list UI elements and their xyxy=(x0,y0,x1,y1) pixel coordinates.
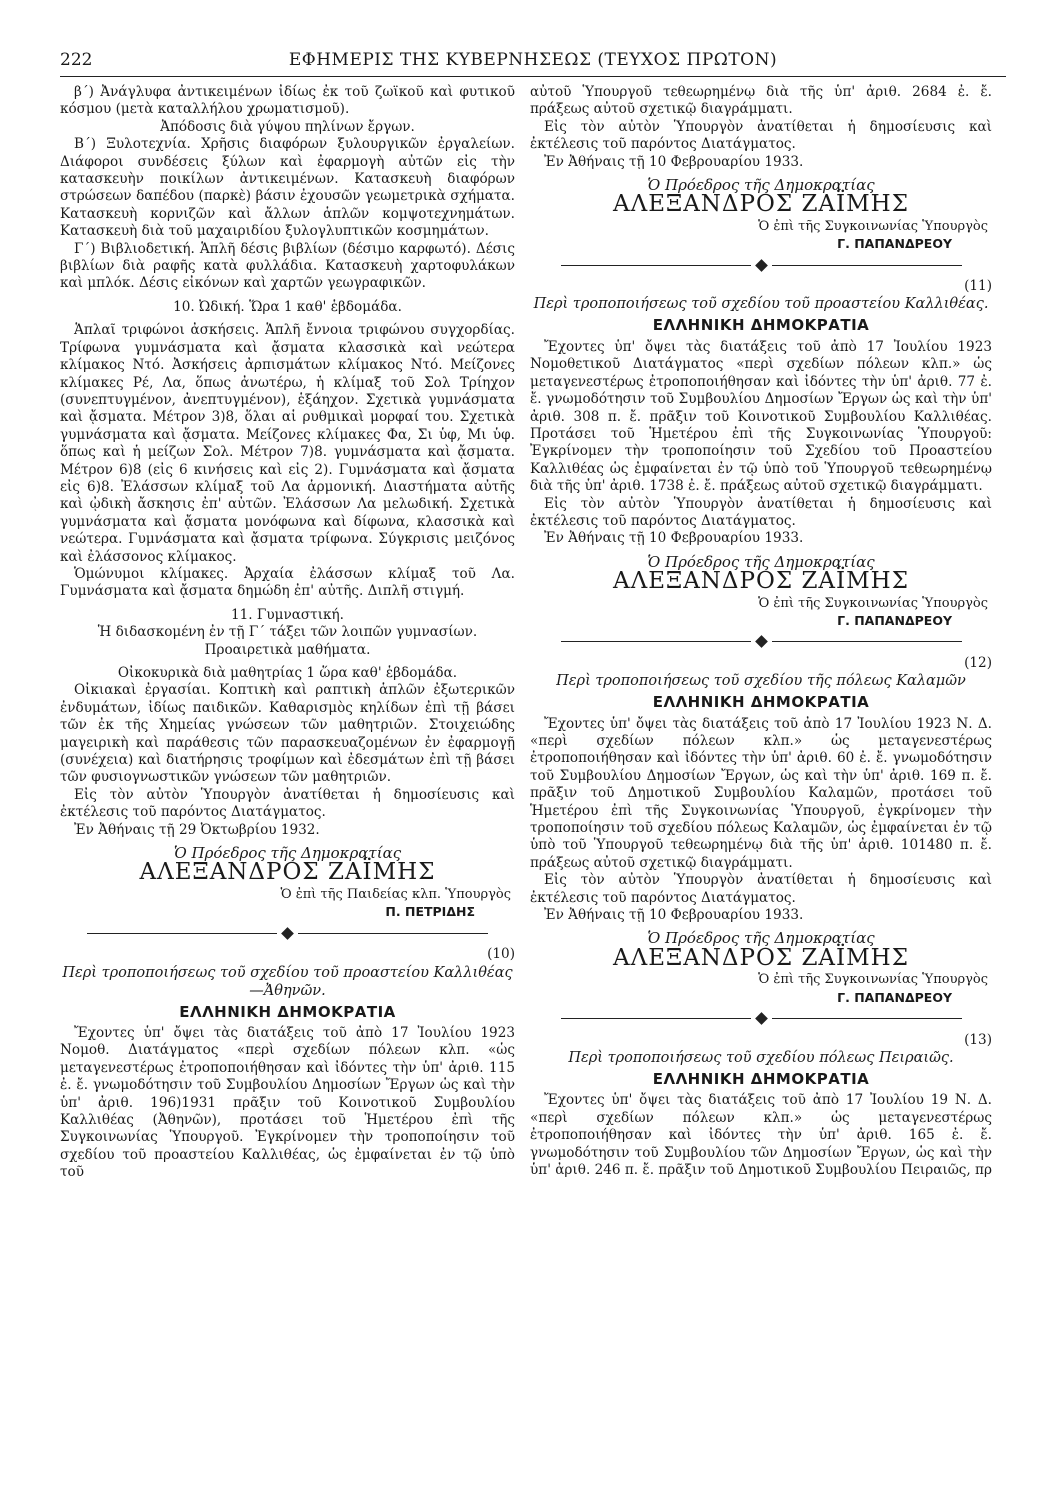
separator-ornament xyxy=(530,1010,992,1027)
president-name: ΑΛΕΞΑΝΔΡΟΣ ΖΑΪΜΗΣ xyxy=(613,191,909,218)
president-label: Ὁ Πρόεδρος τῆς Δημοκρατίας xyxy=(647,929,875,948)
separator-ornament xyxy=(530,633,992,650)
paragraph: αὐτοῦ Ὑπουργοῦ τεθεωρημένῳ διὰ τῆς ὑπ' ἀριθ. 2684 ἐ. ἔ. πράξεως αὐτοῦ σχετικῷ διαγράμματι. xyxy=(530,84,992,118)
decree-date: Ἐν Ἀθήναις τῇ 10 Φεβρουαρίου 1933. xyxy=(544,530,804,547)
president-label: Ὁ Πρόεδρος τῆς Δημοκρατίας xyxy=(647,552,875,571)
separator-ornament xyxy=(530,257,992,274)
page-header xyxy=(60,50,1006,74)
left-column xyxy=(60,84,515,1182)
republic-heading: ΕΛΛΗΝΙΚΗ ΔΗΜΟΚΡΑΤΙΑ xyxy=(652,1069,870,1088)
decree-title: Περὶ τροποποιήσεως τοῦ σχεδίου τοῦ προαστείου Καλλιθέας—Ἀθηνῶν. xyxy=(62,964,513,999)
republic-heading: ΕΛΛΗΝΙΚΗ ΔΗΜΟΚΡΑΤΙΑ xyxy=(652,316,870,335)
section-heading: 11. Γυμναστική. xyxy=(230,606,344,623)
paragraph: Οἰκιακαὶ ἐργασίαι. Κοπτικὴ καὶ ραπτικὴ ἁπλῶν ἐξωτερικῶν ἐνδυμάτων, ἰδίως παιδικῶν. Καθαρισμὸς κηλίδων ἐπὶ τῇ βάσει τῶν ἐκ τῆς Χημείας γνώσεων τῶν μαθητριῶν. Στοιχειώδης μαγειρικὴ καὶ παράθεσις τῶν παρασκευαζομένων ἐν ἐφαρμογῇ (συνέχεια) καὶ διατήρησις τροφίμων καὶ ἐδεσμάτων ἐπὶ τῇ βάσει τῶν φυσιογνωστικῶν γνώσεων τῶν μαθητριῶν. xyxy=(60,682,515,786)
right-column xyxy=(530,84,992,1179)
minister-name: Π. ΠΕΤΡΙΔΗΣ xyxy=(385,904,475,920)
minister-name: Γ. ΠΑΠΑΝΔΡΕΟΥ xyxy=(837,236,952,252)
president-name: ΑΛΕΞΑΝΔΡΟΣ ΖΑΪΜΗΣ xyxy=(613,568,909,595)
page-number: 222 xyxy=(60,50,93,70)
decree-body: Ἔχοντες ὑπ' ὄψει τὰς διατάξεις τοῦ ἀπὸ 17 Ἰουλίου 1923 Ν. Δ. «περὶ σχεδίων πόλεων κλπ.» ὡς μεταγενεστέρως ἐτροποποιήθησαν καὶ ἰδόντες τὴν ὑπ' ἀριθ. 60 ἐ. ἔ. γνωμοδότησιν τοῦ Συμβουλίου Δημοσίων Ἔργων, ὡς καὶ τὴν ὑπ' ἀριθ. 169 π. ἔ. πρᾶξιν τοῦ Δημοτικοῦ Συμβουλίου Καλαμῶν, προτάσει τοῦ Ἡμετέρου ἐπὶ τῆς Συγκοινωνίας Ὑπουργοῦ, ἐγκρίνομεν τὴν τροποποίησιν τοῦ σχεδίου πόλεως Καλαμῶν, ὡς ἐμφαίνεται ἐν τῷ ὑπὸ τοῦ Ὑπουργοῦ τεθεωρημένῳ διὰ τῆς ὑπ' ἀριθ. 101480 π. ἔ. πράξεως αὐτοῦ σχετικῷ διαγράμματι. xyxy=(530,715,992,871)
gazette-title: ΕΦΗΜΕΡΙΣ ΤΗΣ ΚΥΒΕΡΝΗΣΕΩΣ (ΤΕΥΧΟΣ ΠΡΩΤΟΝ) xyxy=(288,50,778,70)
decree-date: Ἐν Ἀθήναις τῇ 29 Ὀκτωβρίου 1932. xyxy=(74,821,320,838)
republic-heading: ΕΛΛΗΝΙΚΗ ΔΗΜΟΚΡΑΤΙΑ xyxy=(179,1002,396,1021)
decree-body: Ἔχοντες ὑπ' ὄψει τὰς διατάξεις τοῦ ἀπὸ 17 Ἰουλίου 19 Ν. Δ. «περὶ σχεδίων πόλεων κλπ.» ὡς μεταγενεστέρως ἐτροποποιήθησαν καὶ ἰδόντες τὴν ὑπ' ἀριθ. 165 ἐ. ἔ. γνωμοδότησιν τοῦ Συμβουλίου τῶν Δημοσίων Ἔργων, ὡς καὶ τὴν ὑπ' ἀριθ. 246 π. ἔ. πρᾶξιν τοῦ Δημοτικοῦ Συμβουλίου Πειραιῶς, πρ xyxy=(530,1092,992,1178)
decree-date: Ἐν Ἀθήναις τῇ 10 Φεβρουαρίου 1933. xyxy=(544,153,804,170)
decree-title: Περὶ τροποποιήσεως τοῦ σχεδίου πόλεως Πειραιῶς. xyxy=(568,1049,954,1066)
centered-line: Προαιρετικὰ μαθήματα. xyxy=(204,641,371,658)
paragraph: Β΄) Ξυλοτεχνία. Χρῆσις διαφόρων ξυλουργικῶν ἐργαλείων. Διάφοροι συνδέσεις ξύλων καὶ ἐφαρμογὴ αὐτῶν εἰς τὴν κατασκευὴν ποικίλων ἀντικειμένων. Κατασκευὴ διαφόρων στρώσεων δαπέδου (παρκὲ) βάσιν ἐχουσῶν γεωμετρικὰ σχήματα. Κατασκευὴ κορνιζῶν καὶ ἄλλων ἁπλῶν κομψοτεχνημάτων. Κατασκευὴ διὰ τοῦ μαχαιριδίου ξυλογλυπτικῶν κοσμημάτων. xyxy=(60,136,515,240)
minister-name: Γ. ΠΑΠΑΝΔΡΕΟΥ xyxy=(837,989,952,1005)
minister-name: Γ. ΠΑΠΑΝΔΡΕΟΥ xyxy=(837,612,952,628)
decree-number: (10) xyxy=(487,946,515,963)
centered-line: Οἰκοκυρικὰ διὰ μαθητρίας 1 ὥρα καθ' ἑβδομάδα. xyxy=(117,665,458,681)
decree-title: Περὶ τροποποιήσεως τοῦ σχεδίου τοῦ προαστείου Καλλιθέας. xyxy=(533,296,989,313)
decree-body: Ἔχοντες ὑπ' ὄψει τὰς διατάξεις τοῦ ἀπὸ 17 Ἰουλίου 1923 Νομοθετικοῦ Διατάγματος «περὶ σχεδίων πόλεων κλπ.» ὡς μεταγενεστέρως ἐτροποποιήθησαν καὶ ἰδόντες τὴν ὑπ' ἀριθ. 77 ἐ. ἔ. γνωμοδότησιν τοῦ Συμβουλίου Δημοσίων Ἔργων ὡς καὶ τὴν ὑπ' ἀριθ. 308 π. ἔ. πρᾶξιν τοῦ Κοινοτικοῦ Συμβουλίου Καλλιθέας. Προτάσει τοῦ Ἡμετέρου ἐπὶ τῆς Συγκοινωνίας Ὑπουργοῦ: Ἐγκρίνομεν τὴν τροποποίησιν τοῦ Σχεδίου τοῦ Προαστείου Καλλιθέας ὡς ἐμφαίνεται ἐν τῷ ὑπὸ τοῦ Ὑπουργοῦ τεθεωρημένῳ διὰ τῆς ὑπ' ἀριθ. 1738 ἐ. ἔ. πράξεως αὐτοῦ σχετικῷ διαγράμματι. xyxy=(530,338,992,495)
decree-body: Ἔχοντες ὑπ' ὄψει τὰς διατάξεις τοῦ ἀπὸ 17 Ἰουλίου 1923 Νομοθ. Διατάγματος «περὶ σχεδίων πόλεων κλπ. «ὡς μεταγενεστέρως ἐτροποποιήθησαν καὶ ἰδόντες τὴν ὑπ' ἀριθ. 115 ἐ. ἔ. γνωμοδότησιν τοῦ Συμβουλίου Δημοσίων Ἔργων ὡς καὶ τὴν ὑπ' ἀριθ. 196)1931 πρᾶξιν τοῦ Κοινοτικοῦ Συμβουλίου Καλλιθέας (Ἀθηνῶν), προτάσει τοῦ Ἡμετέρου ἐπὶ τῆς Συγκοινωνίας Ὑπουργοῦ. Ἐγκρίνομεν τὴν τροποποίησιν τοῦ σχεδίου τοῦ προαστείου Καλλιθέας, ὡς ἐμφαίνεται ἐν τῷ ὑπὸ τοῦ xyxy=(60,1024,515,1181)
president-label: Ὁ Πρόεδρος τῆς Δημοκρατίας xyxy=(647,176,875,195)
centered-line: Ἡ διδασκομένη ἐν τῇ Γ΄ τάξει τῶν λοιπῶν γυμνασίων. xyxy=(97,624,478,641)
decree-number: (11) xyxy=(964,278,992,295)
republic-heading: ΕΛΛΗΝΙΚΗ ΔΗΜΟΚΡΑΤΙΑ xyxy=(652,693,870,712)
minister-label: Ὁ ἐπὶ τῆς Παιδείας κλπ. Ὑπουργὸς xyxy=(280,886,511,902)
section-heading: 10. Ὠδική. Ὥρα 1 καθ' ἑβδομάδα. xyxy=(173,298,402,315)
decree-number: (12) xyxy=(964,654,992,671)
header-rule xyxy=(60,76,1006,77)
president-name: ΑΛΕΞΑΝΔΡΟΣ ΖΑΪΜΗΣ xyxy=(613,944,909,971)
paragraph: Εἰς τὸν αὐτὸν Ὑπουργὸν ἀνατίθεται ἡ δημοσίευσις καὶ ἐκτέλεσις τοῦ παρόντος Διατάγματος. xyxy=(530,118,992,153)
centered-line: Ἀπόδοσις διὰ γύψου πηλίνων ἔργων. xyxy=(160,118,415,135)
separator-ornament xyxy=(60,925,515,942)
minister-label: Ὁ ἐπὶ τῆς Συγκοινωνίας Ὑπουργὸς xyxy=(758,972,988,988)
decree-number: (13) xyxy=(964,1031,992,1048)
minister-label: Ὁ ἐπὶ τῆς Συγκοινωνίας Ὑπουργὸς xyxy=(758,218,988,234)
minister-label: Ὁ ἐπὶ τῆς Συγκοινωνίας Ὑπουργὸς xyxy=(758,595,988,611)
president-name: ΑΛΕΞΑΝΔΡΟΣ ΖΑΪΜΗΣ xyxy=(139,859,436,886)
paragraph: Εἰς τὸν αὐτὸν Ὑπουργὸν ἀνατίθεται ἡ δημοσίευσις καὶ ἐκτέλεσις τοῦ παρόντος Διατάγματος. xyxy=(60,786,515,821)
decree-execution: Εἰς τὸν αὐτὸν Ὑπουργὸν ἀνατίθεται ἡ δημοσίευσις καὶ ἐκτέλεσις τοῦ παρόντος Διατάγματος. xyxy=(530,495,992,529)
paragraph: β΄) Ἀνάγλυφα ἀντικειμένων ἰδίως ἐκ τοῦ ζωϊκοῦ καὶ φυτικοῦ κόσμου (μετὰ καταλλήλου χρωματισμοῦ). xyxy=(60,84,515,118)
president-label: Ὁ Πρόεδρος τῆς Δημοκρατίας xyxy=(173,844,402,863)
decree-date: Ἐν Ἀθήναις τῇ 10 Φεβρουαρίου 1933. xyxy=(544,907,804,924)
paragraph: Ἁπλαῖ τριφώνοι ἀσκήσεις. Ἁπλῆ ἔννοια τριφώνου συγχορδίας. Τρίφωνα γυμνάσματα καὶ ᾄσματα κλασσικὰ καὶ νεώτερα κλίμακος Ντό. Ἀσκήσεις ἀρπισμάτων κλίμακος Ντό. Μείζονες κλίμακες Ρέ, Λα, ὅπως ἀνωτέρω, ἡ κλίμαξ τοῦ Σολ Τρίηχον (συνεπτυγμένον, ἀνεπτυγμένον), ἑξάηχον. Σχετικὰ γυμνάσματα καὶ ᾄσματα. Μέτρον 3)8, ὅλαι αἱ ρυθμικαὶ μορφαί του. Σχετικὰ γυμνάσματα καὶ ᾄσματα. Μείζονες κλίμακες Φα, Σι ὑφ, Μι ὑφ. ὅπως καὶ ἡ μείζων Σολ. Μέτρον 7)8. γυμνάσματα καὶ ᾄσματα. Μέτρον 6)8 (εἰς 6 κινήσεις καὶ εἰς 2). Γυμνάσματα καὶ ᾄσματα εἰς 6)8. Ἐλάσσων κλίμαξ τοῦ Λα ἁρμονική. Διαστήματα αὐτῆς καὶ ᾠδικὴ ἄσκησις ἐπ' αὐτῶν. Ἐλάσσων Λα μελωδική. Σχετικὰ γυμνάσματα καὶ ᾄσματα μονόφωνα καὶ δίφωνα, κλασσικὰ καὶ νεώτερα. Γυμνάσματα καὶ ᾄσματα τρίφωνα. Σύγκρισις μειζόνος καὶ ἐλάσσονος κλίμακος. xyxy=(60,322,515,565)
paragraph: Ὁμώνυμοι κλίμακες. Ἀρχαία ἐλάσσων κλίμαξ τοῦ Λα. Γυμνάσματα καὶ ᾄσματα δημώδη ἐπ' αὐτῆς. Διπλῆ στιγμή. xyxy=(60,565,515,600)
paragraph: Γ΄) Βιβλιοδετική. Ἁπλῆ δέσις βιβλίων (δέσιμο καρφωτό). Δέσις βιβλίων διὰ ραφῆς κατὰ φυλλάδια. Κατασκευὴ χαρτοφυλάκων καὶ μπλόκ. Δέσις εἰκόνων καὶ χαρτῶν γεωγραφικῶν. xyxy=(60,240,515,292)
decree-execution: Εἰς τὸν αὐτὸν Ὑπουργὸν ἀνατίθεται ἡ δημοσίευσις καὶ ἐκτέλεσις τοῦ παρόντος Διατάγματος. xyxy=(530,872,992,906)
decree-title: Περὶ τροποποιήσεως τοῦ σχεδίου τῆς πόλεως Καλαμῶν xyxy=(556,673,966,690)
